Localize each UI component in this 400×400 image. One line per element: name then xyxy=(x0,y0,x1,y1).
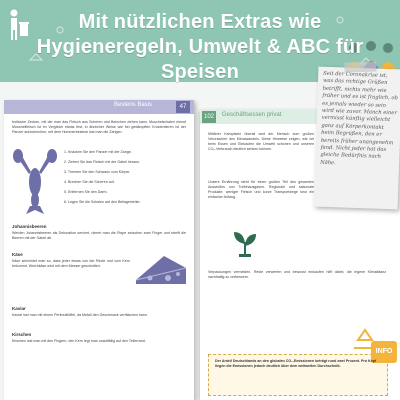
section-text: Käse schneidet man so, dass jeder etwas von der Rinde und vom Kern bekommt. Weichkäse wird mit dem Messer geschnitten. xyxy=(12,259,130,268)
headline-line2: Hygieneregeln, Umwelt & ABC für Speisen xyxy=(36,36,364,83)
step-item: 3. Trennen Sie den Schwanz vom Körper. xyxy=(64,170,131,174)
left-intro-text: trollsiche Zecken, mit der man das Fleisch aus Scheren und Beinchen ziehen kann. Muschelschalen nimmt Muschelfleisch ist im Vergleich etwas fest, in ähnlicher Weise wie bei gedämpften Krustentieren ist der Panzer aufzubrechen; mit dem Hummerbesteck isst man die Zangen. xyxy=(12,120,186,134)
right-page-number: 102 xyxy=(202,111,216,123)
step-item: 1. Knacken Sie den Panzer mit der Zange. xyxy=(64,150,132,154)
step-item: 4. Brechen Sie die Scheren auf. xyxy=(64,180,115,184)
step-item: 6. Legen Sie die Schalen auf den Beilagenteller. xyxy=(64,200,141,204)
headline-line1: Mit nützlichen Extras wie xyxy=(78,11,322,33)
left-page-header xyxy=(4,100,194,114)
left-running-head: Bestens Basis xyxy=(114,102,153,108)
right-paragraph: Mittlerer Kampfsein überall wird der Mensch zum großen Verursacher des Klimawandels. Diese Hinweise zeigen, wie wir beim Essen und Einkaufen die Umwelt schonen und unseren CO₂-Verbrauch deutlich senken können. xyxy=(208,132,314,151)
section-title: Kirschen xyxy=(12,332,32,337)
step-item: 5. Entfernen Sie den Darm. xyxy=(64,190,108,194)
step-item: 2. Ziehen Sie das Fleisch mit der Gabel heraus. xyxy=(64,160,140,164)
info-text: Der Anteil Deutschlands an den globalen CO₂-Emissionen beträgt rund zwei Prozent. Pro Kopf liegen die Emissionen jedoch deutlich über dem weltweiten Durchschnitt. xyxy=(215,359,377,368)
note-text: Seit der Coronakrise ist, was das richtige Grüßen betrifft, nichts mehr wie früher und es ist fraglich, ob es jemals wieder so sein wird wie zuvor. Manch einer vermisst künftig vielleicht ganz auf Körperkontakt beim Begrüßen, den er bereits früher unangenehm fand. Nicht jeder hat das gleiche Bedürfnis nach Nähe. xyxy=(320,70,399,167)
note-card xyxy=(314,67,400,210)
cheese-icon xyxy=(134,250,188,290)
section-title: Kaviar xyxy=(12,306,26,311)
info-badge: INFO xyxy=(371,341,397,363)
right-running-head: Geschäftsessen privat xyxy=(222,112,282,118)
info-box xyxy=(208,348,393,396)
plant-icon xyxy=(230,228,260,258)
right-paragraph: Unsere Ernährung steht für einen großen Teil des gesamten Ausstoßes von Treibhausgasen. Regionale und saisonale Produkte, weniger Fleisch und kurze Transportwege sind ein einfacher Anfang. xyxy=(208,180,314,199)
section-text: Kirschen isst man mit den Fingern, den Kern legt man unauffällig auf den Tellerrand. xyxy=(12,339,146,343)
left-page xyxy=(4,100,194,400)
section-text: Werden Johannisbeeren als Dekoration serviert, nimmt man die Rispe zwischen zwei Finger und streift die Beeren mit der Gabel ab. xyxy=(12,231,186,240)
section-title: Käse xyxy=(12,252,23,257)
lobster-icon xyxy=(12,148,58,216)
right-paragraph: Verpackungen vermeiden, Reste verwerten und bewusst einkaufen hilft dabei, die eigene Klimabilanz nachhaltig zu verbessern. xyxy=(208,270,386,279)
left-page-number: 47 xyxy=(176,101,190,113)
section-text: Kaviar isst man mit einem Perlmuttlöffel, da Metall den Geschmack verfälschen kann. xyxy=(12,313,148,317)
section-title: Johannisbeeren xyxy=(12,224,47,229)
